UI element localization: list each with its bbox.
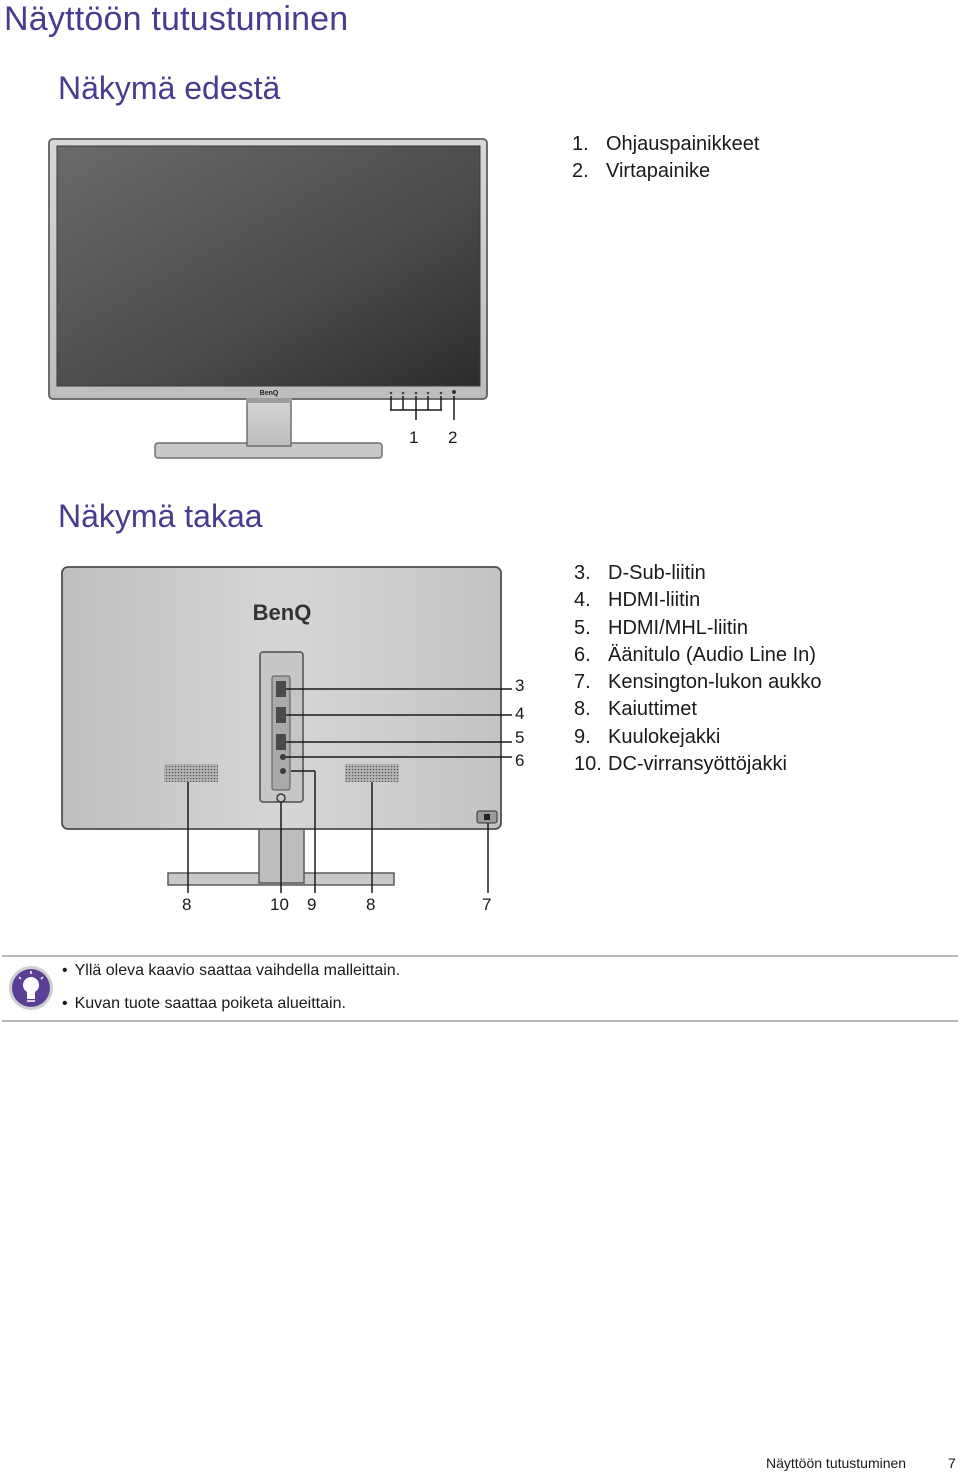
legend-item-1: 1. Ohjauspainikkeet <box>572 133 760 155</box>
legend-item-3: 3. D-Sub-liitin <box>574 562 706 584</box>
callout-7: 7 <box>482 895 492 914</box>
legend-item-5: 5. HDMI/MHL-liitin <box>574 616 748 639</box>
legend-item-10: 10. DC-virransyöttöjakki <box>574 753 787 776</box>
legend-item-7: 7. Kensington-lukon aukko <box>574 671 822 694</box>
front-legend <box>572 131 759 186</box>
callout-4: 4 <box>515 704 525 723</box>
note-list <box>62 954 400 1020</box>
callout-5: 5 <box>515 728 525 747</box>
callout-3: 3 <box>515 676 525 695</box>
callout-10: 10 <box>270 895 289 914</box>
front-brand-logo: BenQ <box>259 390 279 397</box>
legend-item-9: 9. Kuulokejakki <box>574 725 721 748</box>
footer-page-number: 7 <box>948 1455 956 1471</box>
legend-item-8: 8. Kaiuttimet <box>574 698 697 721</box>
callout-2: 2 <box>448 428 458 447</box>
footer-section-title: Näyttöön tutustuminen <box>766 1455 907 1471</box>
front-view-heading: Näkymä edestä <box>58 70 281 106</box>
page-title: Näyttöön tutustuminen <box>4 0 349 38</box>
legend-item-4: 4. HDMI-liitin <box>574 589 701 612</box>
legend-item-2: 2. Virtapainike <box>572 160 711 183</box>
lightbulb-icon <box>9 966 53 1010</box>
callout-1: 1 <box>409 428 419 447</box>
note-item: • Kuvan tuote saattaa poiketa alueittain. <box>62 987 400 1020</box>
note-item: • Yllä oleva kaavio saattaa vaihdella malleittain. <box>62 954 400 987</box>
legend-item-6: 6. Äänitulo (Audio Line In) <box>574 643 816 666</box>
callout-8-right: 8 <box>366 895 376 914</box>
rear-legend <box>574 560 821 778</box>
callout-8-left: 8 <box>182 895 192 914</box>
rear-view-heading: Näkymä takaa <box>58 498 263 534</box>
rear-brand-logo: BenQ <box>252 600 312 625</box>
callout-9: 9 <box>307 895 317 914</box>
callout-6: 6 <box>515 751 525 770</box>
